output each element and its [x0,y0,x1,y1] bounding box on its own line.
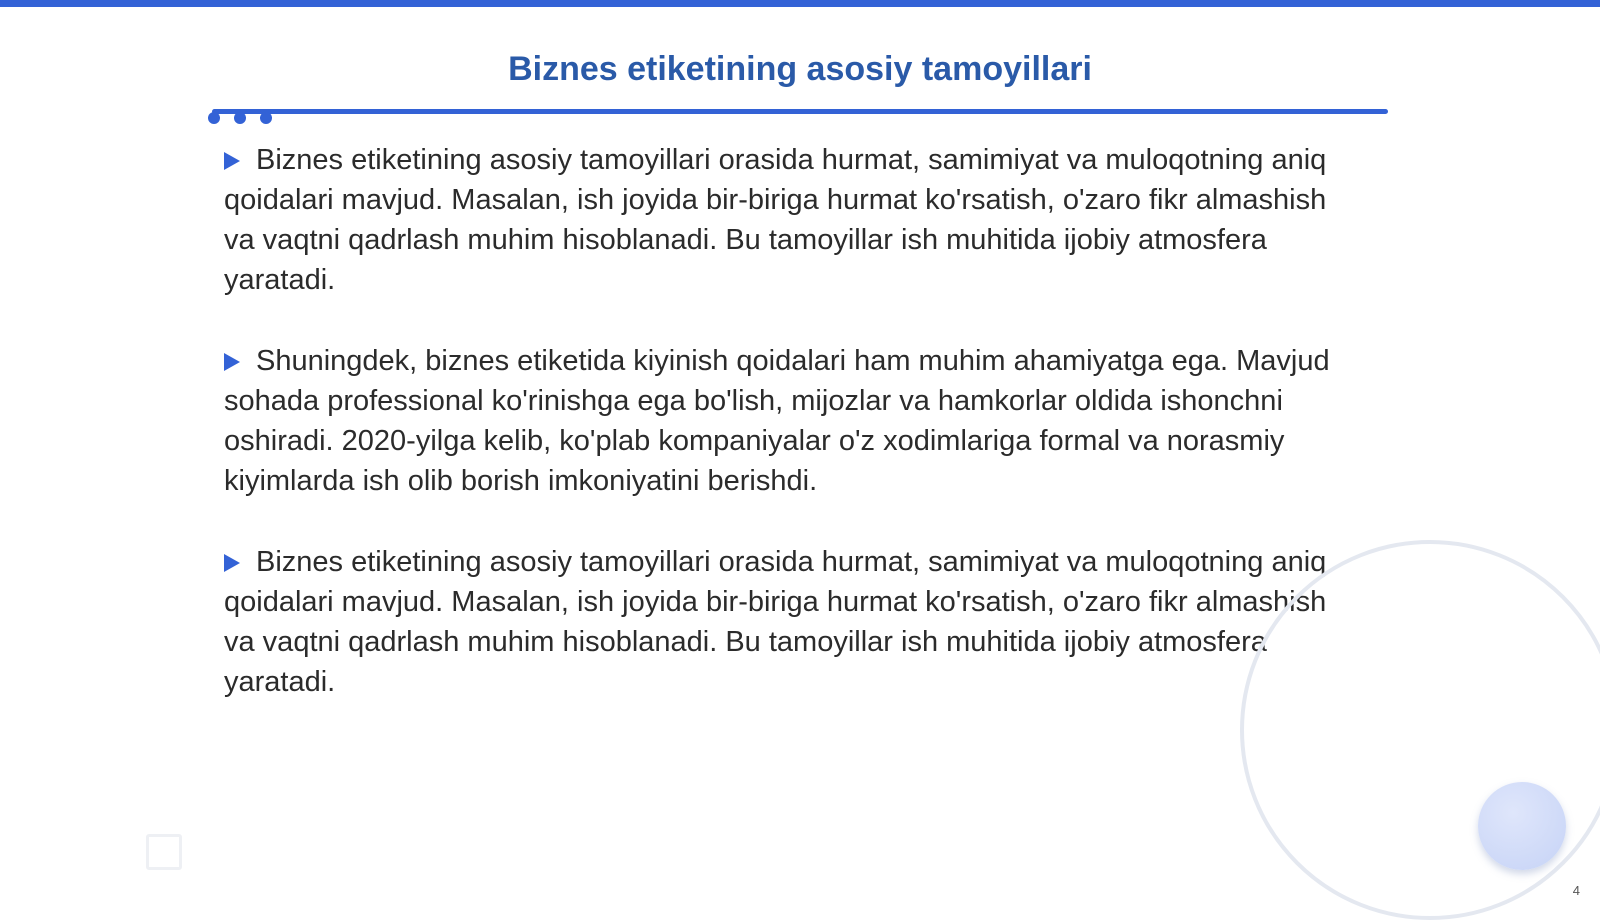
underline-dot [234,112,246,124]
decorative-circle [1478,782,1566,870]
top-accent-bar [0,0,1600,7]
bullet-text: Shuningdek, biznes etiketida kiyinish qoidalari ham muhim ahamiyatga ega. Mavjud sohada professional ko'rinishga ega bo'lish, mijozlar va hamkorlar oldida ishonchni oshiradi. 2020-yilga kelib, ko'plab kompaniyalar o'z xodimlariga formal va norasmiy kiyimlarda ish olib borish imkoniyatini berishdi. [224,345,1330,497]
bullet-item [224,341,1354,501]
decorative-square [146,834,182,870]
underline-dot [260,112,272,124]
bullet-list [224,140,1354,743]
title-underline [212,109,1388,114]
bullet-item [224,542,1354,702]
play-arrow-icon [224,353,240,371]
play-arrow-icon [224,554,240,572]
bullet-text: Biznes etiketining asosiy tamoyillari orasida hurmat, samimiyat va muloqotning aniq qoidalari mavjud. Masalan, ish joyida bir-biriga hurmat ko'rsatish, o'zaro fikr almashish va vaqtni qadrlash muhim hisoblanadi. Bu tamoyillar ish muhitida ijobiy atmosfera yaratadi. [224,144,1327,296]
decorative-ring [1240,540,1600,920]
play-arrow-icon [224,152,240,170]
slide-title: Biznes etiketining asosiy tamoyillari [508,50,1092,88]
bullet-text: Biznes etiketining asosiy tamoyillari orasida hurmat, samimiyat va muloqotning aniq qoidalari mavjud. Masalan, ish joyida bir-biriga hurmat ko'rsatish, o'zaro fikr almashish va vaqtni qadrlash muhim hisoblanadi. Bu tamoyillar ish muhitida ijobiy atmosfera yaratadi. [224,546,1327,698]
page-number: 4 [1572,883,1580,898]
bullet-item [224,140,1354,300]
underline-dot [208,112,220,124]
